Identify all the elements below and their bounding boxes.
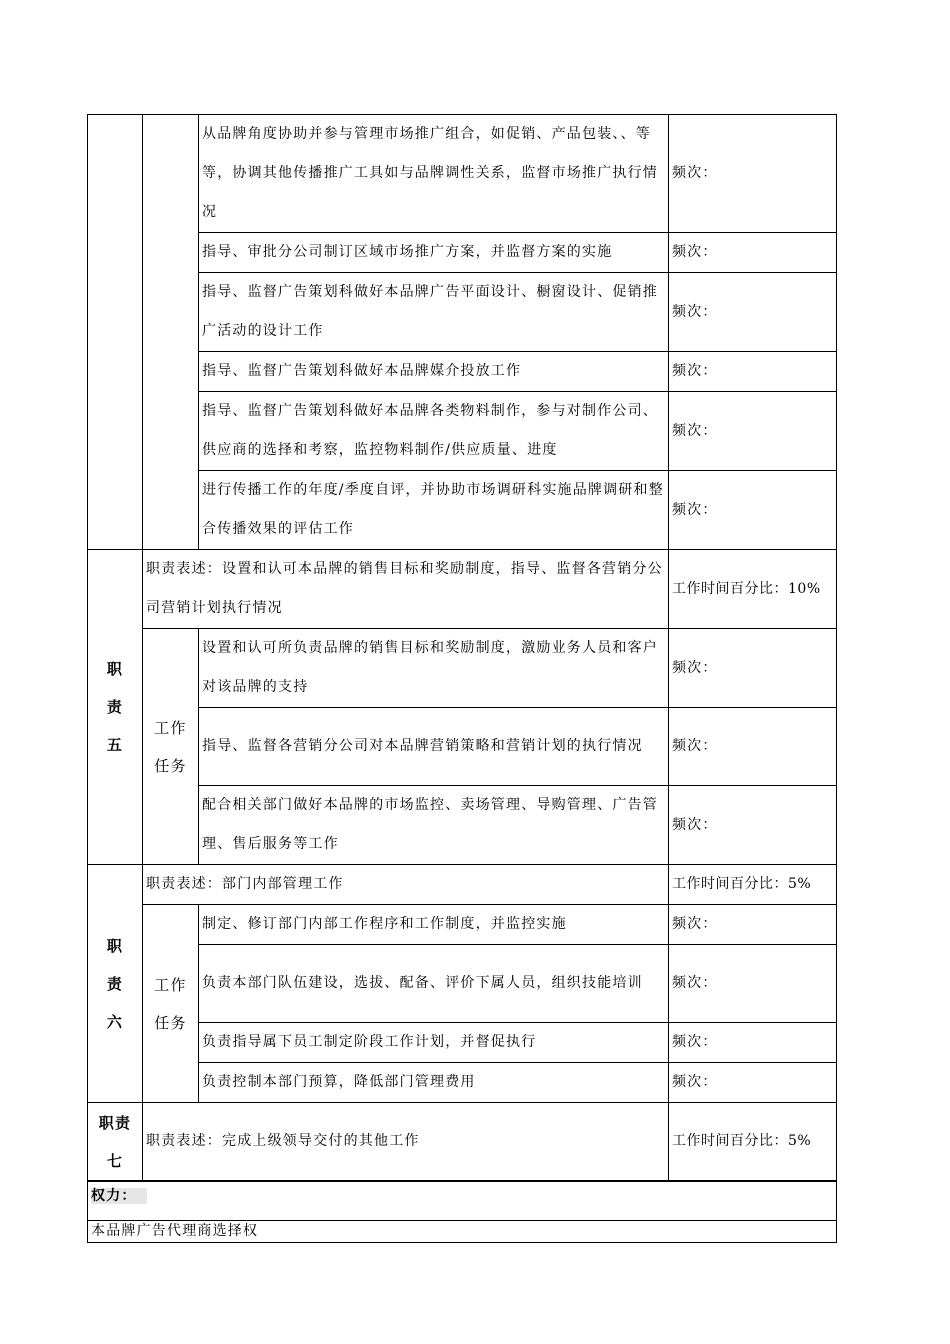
duty7-time-percentage: 工作时间百分比：5% <box>669 1103 837 1181</box>
task-text: 指导、监督各营销分公司对本品牌营销策略和营销计划的执行情况 <box>199 708 669 786</box>
table-row <box>88 1023 837 1063</box>
frequency-cell: 频次： <box>669 1063 837 1103</box>
duty5-label <box>88 550 143 865</box>
duty7-label-char: 七 <box>106 1151 124 1170</box>
duty5-description: 职责表述：设置和认可本品牌的销售目标和奖励制度，指导、监督各营销分公司营销计划执行情况 <box>143 550 669 629</box>
power-heading: 权力： <box>91 1188 147 1204</box>
duty5-time-percentage: 工作时间百分比：10% <box>669 550 837 629</box>
table-row <box>88 352 837 392</box>
duty6-label-char: 职 <box>106 936 124 955</box>
frequency-cell: 频次： <box>669 629 837 708</box>
table-row <box>88 1063 837 1103</box>
task-text: 指导、审批分公司制订区域市场推广方案，并监督方案的实施 <box>199 233 669 273</box>
task-text: 从品牌角度协助并参与管理市场推广组合，如促销、产品包装、、等等，协调其他传播推广工具如与品牌调性关系，监督市场推广执行情况 <box>199 115 669 233</box>
duty7-row <box>88 1103 837 1181</box>
table-row <box>88 115 837 233</box>
power-item-row <box>88 1220 837 1242</box>
duty7-label <box>88 1103 143 1181</box>
table-row <box>88 945 837 1023</box>
task-text: 制定、修订部门内部工作程序和工作制度，并监控实施 <box>199 905 669 945</box>
duty6-description: 职责表述：部门内部管理工作 <box>143 865 669 905</box>
frequency-cell: 频次： <box>669 115 837 233</box>
frequency-cell: 频次： <box>669 273 837 352</box>
task-text: 设置和认可所负责品牌的销售目标和奖励制度，激励业务人员和客户对该品牌的支持 <box>199 629 669 708</box>
frequency-cell: 频次： <box>669 233 837 273</box>
task-label-char: 工作 <box>154 718 187 737</box>
task-text: 负责本部门队伍建设，选拔、配备、评价下属人员，组织技能培训 <box>199 945 669 1023</box>
task-text: 负责控制本部门预算，降低部门管理费用 <box>199 1063 669 1103</box>
duty5-label-char: 职 <box>106 660 124 678</box>
frequency-cell: 频次： <box>669 392 837 471</box>
duty-label-cell-empty <box>88 115 143 550</box>
task-text: 配合相关部门做好本品牌的市场监控、卖场管理、导购管理、广告管理、售后服务等工作 <box>199 786 669 865</box>
task-text: 指导、监督广告策划科做好本品牌媒介投放工作 <box>199 352 669 392</box>
frequency-cell: 频次： <box>669 945 837 1023</box>
task-text: 负责指导属下员工制定阶段工作计划，并督促执行 <box>199 1023 669 1063</box>
duty-table <box>87 114 837 1181</box>
duty7-description: 职责表述：完成上级领导交付的其他工作 <box>143 1103 669 1181</box>
table-row <box>88 233 837 273</box>
duty6-desc-row <box>88 865 837 905</box>
task-text: 指导、监督广告策划科做好本品牌各类物料制作，参与对制作公司、供应商的选择和考察，监控物料制作/供应质量、进度 <box>199 392 669 471</box>
table-row <box>88 273 837 352</box>
frequency-cell: 频次： <box>669 708 837 786</box>
table-row <box>88 392 837 471</box>
power-heading-row <box>88 1181 837 1220</box>
task-text: 进行传播工作的年度/季度自评，并协助市场调研科实施品牌调研和整合传播效果的评估工作 <box>199 471 669 550</box>
table-row <box>88 708 837 786</box>
duty5-task-label <box>143 629 199 865</box>
duty6-task-label <box>143 905 199 1103</box>
task-label-char: 工作 <box>154 975 187 994</box>
frequency-cell: 频次： <box>669 471 837 550</box>
job-description-document <box>87 114 836 1243</box>
table-row <box>88 629 837 708</box>
power-heading-cell <box>88 1181 837 1220</box>
duty6-time-percentage: 工作时间百分比：5% <box>669 865 837 905</box>
table-row <box>88 471 837 550</box>
frequency-cell: 频次： <box>669 786 837 865</box>
table-row <box>88 905 837 945</box>
frequency-cell: 频次： <box>669 905 837 945</box>
duty6-label-char: 责 <box>106 974 124 993</box>
duty5-desc-row <box>88 550 837 629</box>
task-label-cell-empty <box>143 115 199 550</box>
task-label-char: 任务 <box>154 756 187 775</box>
duty6-label-char: 六 <box>106 1012 124 1031</box>
duty5-label-char: 责 <box>106 698 124 716</box>
frequency-cell: 频次： <box>669 352 837 392</box>
table-row <box>88 786 837 865</box>
task-label-char: 任务 <box>154 1013 187 1032</box>
frequency-cell: 频次： <box>669 1023 837 1063</box>
duty5-label-char: 五 <box>106 736 124 754</box>
duty7-label-char: 职责 <box>98 1113 132 1132</box>
power-table <box>87 1180 837 1243</box>
power-item: 本品牌广告代理商选择权 <box>88 1220 837 1242</box>
task-text: 指导、监督广告策划科做好本品牌广告平面设计、橱窗设计、促销推广活动的设计工作 <box>199 273 669 352</box>
duty6-label <box>88 865 143 1103</box>
